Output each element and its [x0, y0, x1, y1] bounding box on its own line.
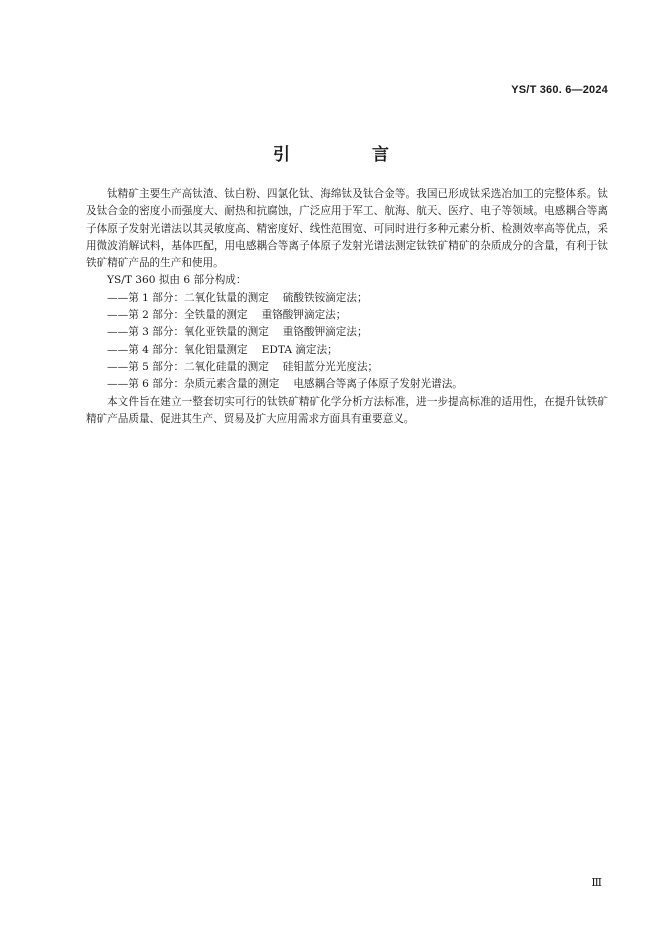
part-item-3 — [86, 324, 608, 341]
part-item-5 — [86, 359, 608, 376]
part-name: ——第 1 部分：二氧化钛量的测定 — [107, 291, 269, 304]
page-title: 引 言 — [273, 145, 427, 165]
part-item-6 — [86, 376, 608, 393]
part-method: EDTA 滴定法； — [261, 343, 338, 356]
part-name: ——第 3 部分：氧化亚铁量的测定 — [107, 326, 269, 339]
part-name: ——第 6 部分：杂质元素含量的测定 — [107, 378, 280, 391]
part-method: 重铬酸钾滴定法； — [261, 309, 347, 322]
part-name: ——第 4 部分：氧化铝量测定 — [107, 343, 248, 356]
part-name: ——第 5 部分：二氧化硅量的测定 — [107, 360, 269, 373]
intro-paragraph: 钛精矿主要生产高钛渣、钛白粉、四氯化钛、海绵钛及钛合金等。我国已形成钛采选冶加工的完整体系。钛及钛合金的密度小而强度大、耐热和抗腐蚀，广泛应用于军工、航海、航天、医疗、电子等领域。电感耦合等离子体原子发射光谱法以其灵敏度高、精密度好、线性范围宽、可同时进行多种元素分析、检测效率高等优点，采用微波消解试料，基体匹配，用电感耦合等离子体原子发射光谱法测定钛铁矿精矿的杂质成分的含量，有利于钛铁矿精矿产品的生产和使用。 — [86, 188, 608, 270]
part-item-2 — [86, 307, 608, 324]
closing-paragraph: 本文件旨在建立一整套切实可行的钛铁矿精矿化学分析方法标准，进一步提高标准的适用性，在提升钛铁矿精矿产品质量、促进其生产、贸易及扩大应用需求方面具有重要意义。 — [86, 395, 608, 425]
part-method: 重铬酸钾滴定法； — [282, 326, 368, 339]
part-item-1 — [86, 290, 608, 307]
part-name: ——第 2 部分：全铁量的测定 — [107, 309, 248, 322]
part-method: 硫酸铁铵滴定法； — [282, 291, 368, 304]
part-method: 硅钼蓝分光光度法； — [282, 360, 379, 373]
standard-number: YS/T 360. 6—2024 — [511, 84, 608, 96]
document-body — [86, 186, 608, 428]
part-item-4 — [86, 342, 608, 359]
parts-intro: YS/T 360 拟由 6 部分构成： — [107, 274, 247, 287]
part-method: 电感耦合等离子体原子发射光谱法。 — [293, 378, 463, 391]
page-number: Ⅲ — [591, 876, 602, 889]
